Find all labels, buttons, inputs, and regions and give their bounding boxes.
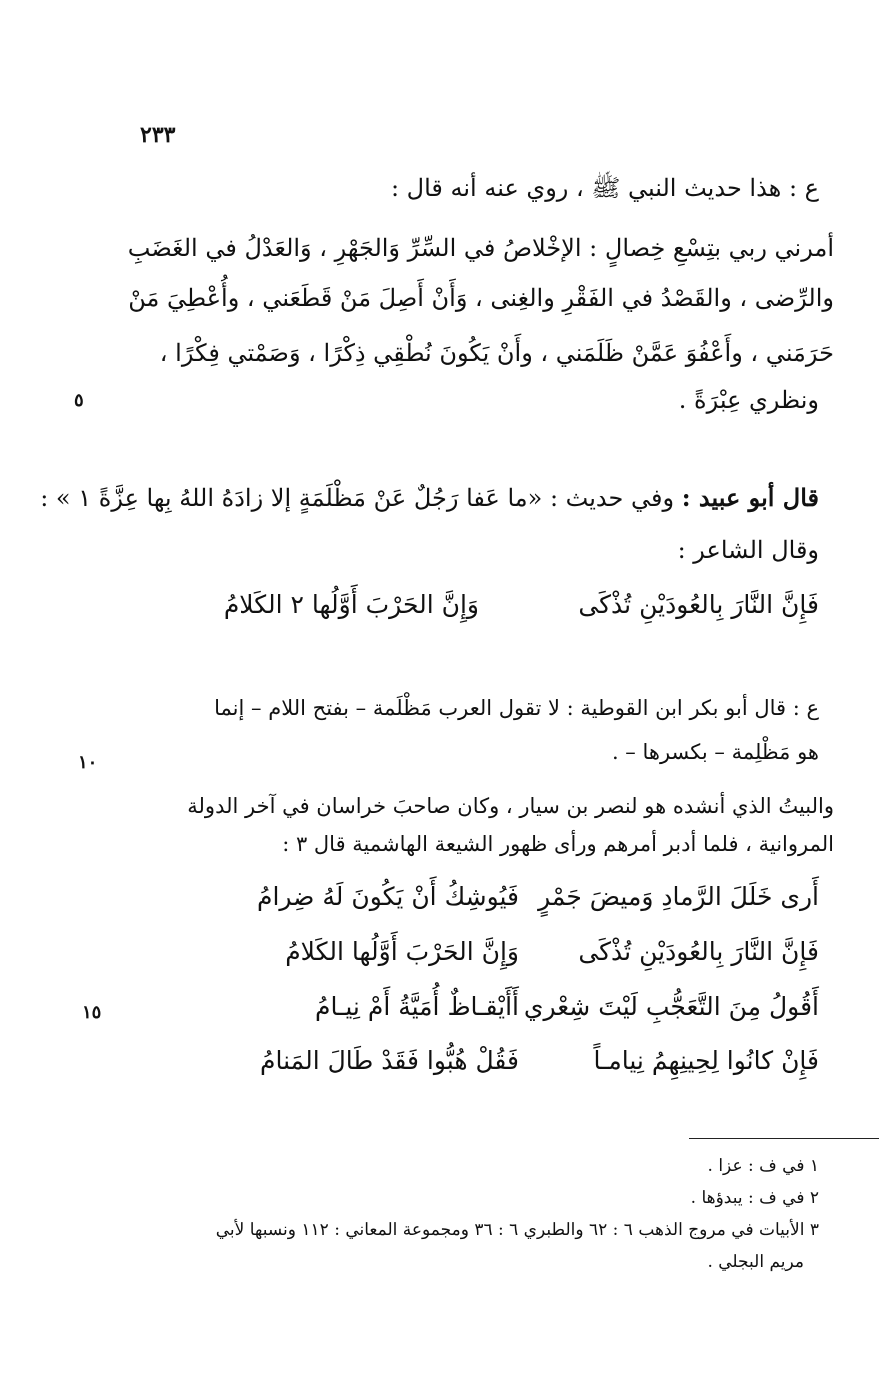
para2-rest: وفي حديث : «ما عَفا رَجُلٌ عَنْ مَظْلَمَةٍ إلا زادَهُ اللهُ بِها عِزَّةً ١ » : (40, 484, 675, 512)
para1-intro: ع : هذا حديث النبي ﷺ ، روي عنه أنه قال : (390, 174, 819, 202)
para2-verse (0, 590, 879, 630)
margin-number-5: ٥ (74, 390, 84, 411)
verse-4-first: فَإِنْ كانُوا لِحِينِهِمُ نِيامـاً (593, 1046, 819, 1075)
verse-row (0, 882, 879, 926)
verse-2-first: فَإِنَّ النَّارَ بِالعُودَيْنِ تُذْكَى (578, 937, 819, 966)
verse-row (0, 992, 879, 1036)
verse-1-second: فَيُوشِكُ أَنْ يَكُونَ لَهُ ضِرامُ (256, 882, 519, 911)
footnote-1: ١ في ف : عزا . (707, 1156, 819, 1176)
para3-line-1: ع : قال أبو بكر ابن القوطية : لا تقول العرب مَظْلَمة – بفتح اللام – إنما (214, 696, 819, 720)
para3-line-3: والبيتُ الذي أنشده هو لنصر بن سيار ، وكان صاحبَ خراسان في آخر الدولة (187, 794, 834, 818)
footnote-rule (689, 1138, 879, 1139)
verse-row (0, 1046, 879, 1090)
verse-2-second: وَإِنَّ الحَرْبَ أَوَّلُها الكَلامُ (285, 937, 519, 966)
para2-lead: قال أبو عبيد : (681, 483, 819, 512)
para1-line-4: ونظري عِبْرَةً . (678, 386, 819, 414)
para1-line-1: أمرني ربي بتِسْعِ خِصالٍ : الإخْلاصُ في السِّرِّ وَالجَهْرِ ، وَالعَدْلُ في الغَضَبِ (127, 234, 834, 262)
margin-number-10: ١٠ (78, 752, 98, 773)
page-number: ٢٣٣ (140, 122, 176, 148)
verse-1-first: أَرى خَلَلَ الرَّمادِ وَميضَ جَمْرٍ (538, 882, 819, 911)
para1-line-2: والرِّضى ، والقَصْدُ في الفَقْرِ والغِنى ، وَأَنْ أَصِلَ مَنْ قَطَعَني ، وأُعْطِيَ مَنْ (128, 284, 834, 312)
para1-line-3: حَرَمَني ، وأَعْفُوَ عَمَّنْ ظَلَمَني ، وأَنْ يَكُونَ نُطْقِي ذِكْرًا ، وَصَمْتي فِكْرًا ، (159, 339, 834, 367)
para2-verse-second: وَإِنَّ الحَرْبَ أَوَّلُها ٢ الكَلامُ (223, 590, 479, 619)
para3-line-4: المروانية ، فلما أدبر أمرهم ورأى ظهور الشيعة الهاشمية قال ٣ : (282, 832, 834, 856)
verse-3-second: أَأَيْقـاظٌ أُمَيَّةُ أَمْ نِيـامُ (314, 992, 519, 1021)
margin-number-15: ١٥ (82, 1002, 102, 1023)
para2-hadith (40, 478, 819, 518)
para2-poet-intro: وقال الشاعر : (677, 536, 819, 564)
footnote-2: ٢ في ف : يبدؤها . (690, 1188, 819, 1208)
footnote-3-cont: مريم البجلي . (707, 1252, 804, 1272)
verse-3-first: أَقُولُ مِنَ التَّعَجُّبِ لَيْتَ شِعْري (523, 992, 819, 1021)
para2-verse-first: فَإِنَّ النَّارَ بِالعُودَيْنِ تُذْكَى (578, 590, 819, 619)
verse-row (0, 937, 879, 981)
footnote-3: ٣ الأبيات في مروج الذهب ٦ : ٦٢ والطبري ٦ : ٣٦ ومجموعة المعاني : ١١٢ ونسبها لأبي (215, 1220, 819, 1240)
verse-4-second: فَقُلْ هُبُّوا فَقَدْ طَالَ المَنامُ (260, 1046, 519, 1075)
para3-line-2: هو مَظْلِمة – بكسرها – . (611, 740, 819, 764)
